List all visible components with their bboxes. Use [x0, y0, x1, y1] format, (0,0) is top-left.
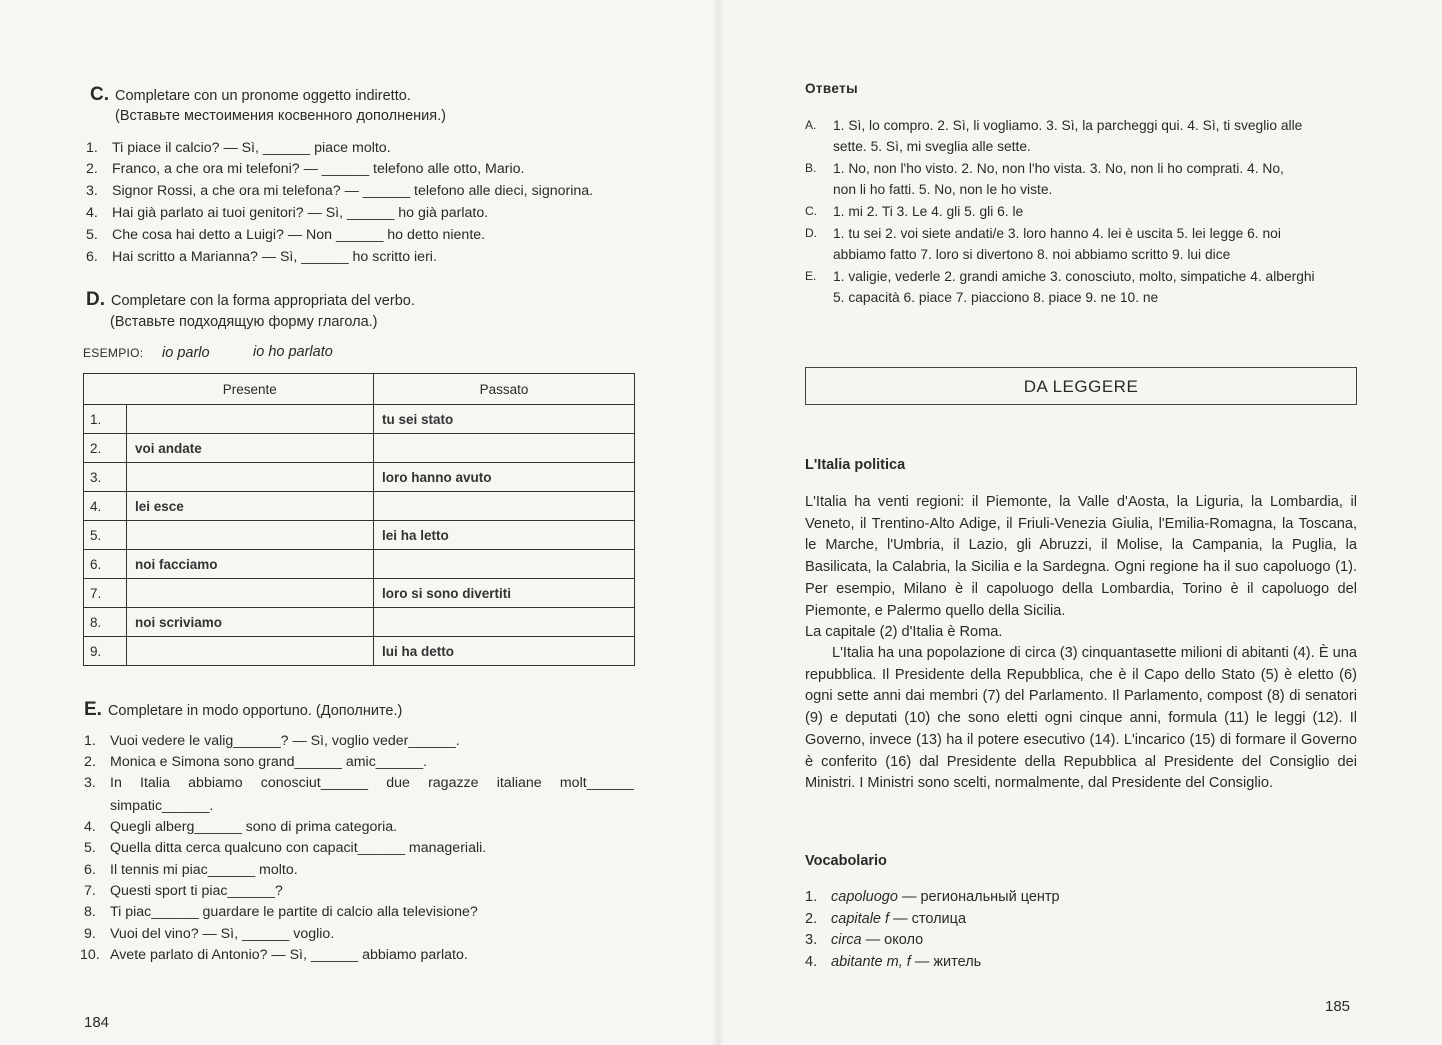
section-c-letter: C. — [90, 84, 109, 105]
table-row: 8. noi scriviamo — [84, 608, 635, 637]
list-item: 1. Ti piace il calcio? — Sì, ______ piace molto. — [86, 140, 391, 156]
section-e-instruction: Completare in modo opportuno. (Дополните.) — [107, 703, 403, 719]
section-c-heading — [90, 85, 411, 106]
answer-block-e: E. 1. valigie, vederle 2. grandi amiche 3. conosciuto, molto, simpatiche 4. alberghi 5. capacità 6. piace 7. piacciono 8. piace 9. ne 10. ne — [805, 269, 1315, 305]
table-header-passato: Passato — [374, 374, 635, 405]
example-present: io parlo — [162, 345, 210, 361]
section-d-heading — [86, 290, 415, 311]
list-item: 8. Ti piac______ guardare le partite di calcio alla televisione? — [84, 904, 478, 920]
table-row: 3. loro hanno avuto — [84, 463, 635, 492]
list-item: 2. Franco, a che ora mi telefoni? — ______ telefono alle otto, Mario. — [86, 161, 525, 177]
list-item: 4. Quegli alberg______ sono di prima categoria. — [84, 819, 398, 835]
vocab-item: 2. capitale f — столица — [805, 911, 967, 927]
answer-block-a: A. 1. Sì, lo compro. 2. Sì, li vogliamo. 3. Sì, la parcheggi qui. 4. Sì, ti sveglio alle sette. 5. Sì, mi sveglia alle sette. — [805, 118, 1303, 154]
book-gutter — [712, 0, 724, 1045]
list-item: 7. Questi sport ti piac______? — [84, 883, 283, 899]
reading-paragraph-1: L'Italia ha venti regioni: il Piemonte, la Valle d'Aosta, la Liguria, la Lombardia, il Veneto, il Trentino-Alto Adige, il Friuli-Venezia Giulia, l'Emilia-Romagna, la Toscana, le Marche, l'Umbria, il Lazio, gli Abruzzi, il Molise, la Campania, la Puglia, la Basilicata, la Calabria, la Sicilia e la Sardegna. Ogni regione ha il suo capoluogo (1). Per esempio, Milano è il capoluogo della Lombardia, Torino è il capoluogo del Piemonte, e Palermo quello della Sicilia. — [805, 494, 1357, 619]
reading-paragraph-3: L'Italia ha una popolazione di circa (3) cinquantasette milioni di abitanti (4). È una repubblica. Il Presidente della Repubblica, che è il Capo dello Stato (5) è eletto (6) ogni sette anni dai membri (7) del Parlamento. Il Parlamento, compost (8) di senatori (9) e deputati (10) che sono eletti ogni cinque anni, formula (11) le leggi (12). Il Governo, invece (13) ha il potere esecutivo (14). L'incarico (15) di formare il Governo è conferito (16) dal Presidente della Repubblica al Presidente del Consiglio dei Ministri. I Ministri sono scelti, normalmente, dal Presidente del Consiglio. — [805, 645, 1357, 792]
list-item: 10. Avete parlato di Antonio? — Sì, ______ abbiamo parlato. — [80, 947, 468, 963]
table-header-row — [84, 374, 635, 405]
vocab-item: 4. abitante m, f — житель — [805, 954, 982, 970]
section-e-heading — [84, 700, 402, 721]
table-row: 9. lui ha detto — [84, 637, 635, 666]
list-item: 9. Vuoi del vino? — Sì, ______ voglio. — [84, 926, 335, 942]
list-item-continued: simpatic______. — [110, 798, 214, 814]
table-row: 6. noi facciamo — [84, 550, 635, 579]
list-item: 5. Quella ditta cerca qualcuno con capacit______ manageriali. — [84, 840, 487, 856]
answer-block-b: B. 1. No, non l'ho visto. 2. No, non l'ho vista. 3. No, non li ho comprati. 4. No, non li ho fatti. 5. No, non le ho viste. — [805, 161, 1284, 197]
example-label: ESEMPIO: — [83, 346, 144, 360]
conjugation-table — [83, 373, 635, 666]
table-row: 2. voi andate — [84, 434, 635, 463]
table-row: 1. tu sei stato — [84, 405, 635, 434]
list-item: 3. Signor Rossi, a che ora mi telefona? — ______ telefono alle dieci, signorina. — [86, 183, 594, 199]
table-row: 4. lei esce — [84, 492, 635, 521]
answer-block-c: C. 1. mi 2. Ti 3. Le 4. gli 5. gli 6. le — [805, 204, 1024, 219]
list-item: 3. In Italia abbiamo conosciut______ due ragazze italiane molt______ — [84, 775, 634, 791]
section-c-translation: (Вставьте местоимения косвенного дополнения.) — [115, 108, 446, 124]
list-item: 6. Hai scritto a Marianna? — Sì, ______ ho scritto ieri. — [86, 249, 437, 265]
list-item: 1. Vuoi vedere le valig______? — Sì, voglio veder______. — [84, 733, 460, 749]
example-past: io ho parlato — [253, 344, 333, 360]
section-d-translation: (Вставьте подходящую форму глагола.) — [110, 314, 378, 330]
table-row: 7. loro si sono divertiti — [84, 579, 635, 608]
section-d-letter: D. — [86, 289, 105, 310]
reading-paragraph-2: La capitale (2) d'Italia è Roma. — [805, 624, 1003, 640]
page-number-right: 185 — [1325, 998, 1351, 1015]
section-d-instruction: Completare con la forma appropriata del verbo. — [111, 293, 415, 309]
list-item: 2. Monica e Simona sono grand______ amic______. — [84, 754, 428, 770]
list-item: 6. Il tennis mi piac______ molto. — [84, 862, 298, 878]
table-header-presente: Presente — [127, 374, 374, 405]
answers-title: Ответы — [805, 81, 859, 96]
section-box-da-leggere: DA LEGGERE — [805, 367, 1357, 405]
page-number-left: 184 — [84, 1014, 110, 1031]
table-row: 5. lei ha letto — [84, 521, 635, 550]
list-item: 5. Che cosa hai detto a Luigi? — Non ______ ho detto niente. — [86, 227, 486, 243]
reading-title: L'Italia politica — [805, 457, 906, 473]
vocab-item: 1. capoluogo — региональный центр — [805, 889, 1060, 905]
section-e-letter: E. — [84, 699, 102, 720]
section-c-instruction: Completare con un pronome oggetto indiretto. — [115, 88, 411, 104]
list-item: 4. Hai già parlato ai tuoi genitori? — Sì, ______ ho già parlato. — [86, 205, 489, 221]
table-header — [84, 374, 127, 405]
vocab-title: Vocabolario — [805, 853, 887, 869]
answer-block-d: D. 1. tu sei 2. voi siete andati/e 3. loro hanno 4. lei è uscita 5. lei legge 6. noi abbiamo fatto 7. loro si divertono 8. noi abbiamo scritto 9. lui dice — [805, 226, 1281, 262]
vocab-item: 3. circa — около — [805, 932, 924, 948]
